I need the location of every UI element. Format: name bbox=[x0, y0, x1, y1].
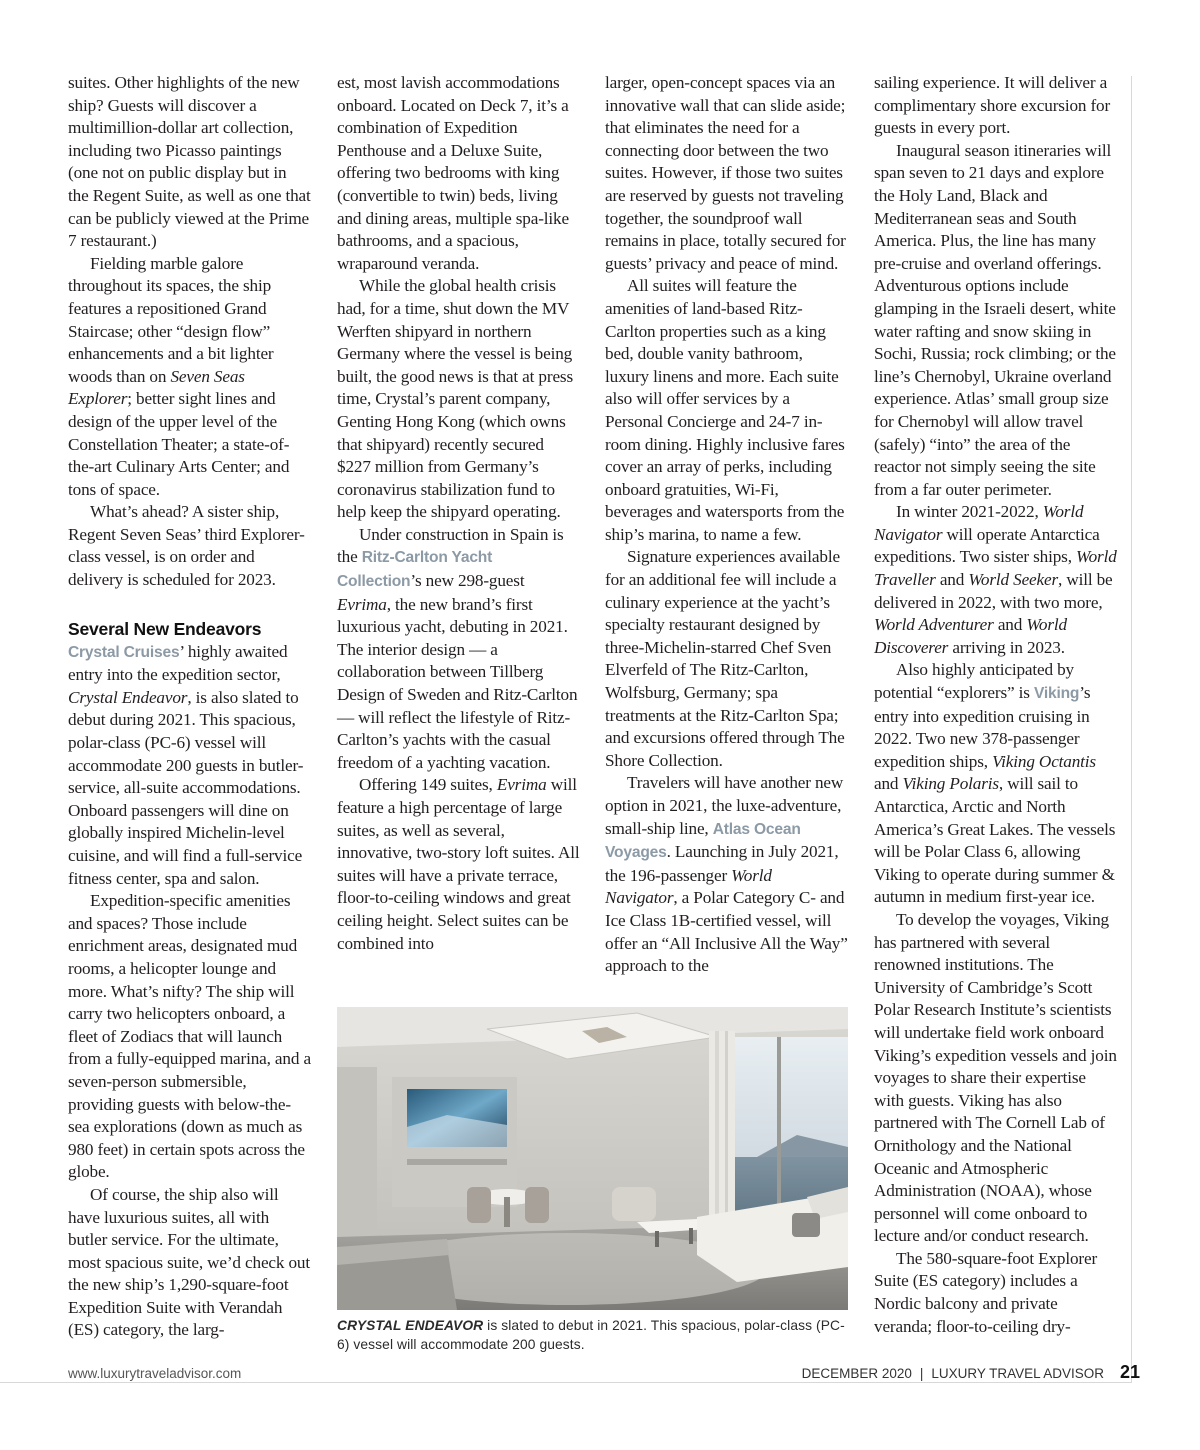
text-run: , the new brand’s first luxurious yacht, debuting in 2021. The interior design — a collaboration between Tillberg Design of Sweden and Ritz-Carlton — will reflect the lifestyle of Ritz-Carlton’s yachts with the casual freedom of a yachting vacation. bbox=[337, 594, 578, 772]
text-run: Also highly anticipated by potential “explorers” is bbox=[874, 660, 1074, 703]
text-run: ; better sight lines and design of the upper level of the Constellation Theater; a state-of-the-art Culinary Arts Center; and tons of space. bbox=[68, 389, 290, 499]
paragraph bbox=[337, 524, 580, 775]
text-run: . Launching in July 2021, the 196-passenger bbox=[605, 842, 839, 885]
ship-name: Evrima bbox=[337, 594, 387, 614]
paragraph: Inaugural season itineraries will span seven to 21 days and explore the Holy Land, Black and Mediterranean seas and South America. Plus, the line has many pre-cruise and overland offerings. Adventurous options include glamping in the Israeli desert, white water rafting and snow skiing in Sochi, Russia; rock climbing; or the line’s Chernobyl, Ukraine overland experience. Atlas’ small group size for Chernobyl will allow travel (safely) “into” the area of the reactor not simply seeing the site from a far outer perimeter. bbox=[874, 140, 1116, 499]
footer-separator: | bbox=[919, 1366, 924, 1381]
text-run: ’s entry into expedition cruising in 2022. Two new 378-passenger expedition ships, bbox=[874, 683, 1091, 771]
caption-text: is slated to debut in 2021. This spacious, polar-class (PC-6) vessel will accommodate 200 guests. bbox=[337, 1318, 845, 1352]
suite-interior-illustration bbox=[337, 1007, 848, 1310]
text-run: In winter 2021-2022, bbox=[896, 502, 1043, 522]
text-run: will operate Antarctica expeditions. Two sister ships, bbox=[874, 524, 1100, 567]
brand-name: Ritz-Carlton Yacht Collection bbox=[337, 549, 493, 591]
text-run: and bbox=[993, 615, 1027, 635]
paragraph bbox=[68, 253, 311, 502]
paragraph: All suites will feature the amenities of land-based Ritz-Carlton properties such as a king bed, double vanity bathroom, luxury linens and more. Each suite also will offer services by a Personal Concierge and 24-7 in-room dining. Highly inclusive fares cover an array of perks, including onboard gratuities, Wi-Fi, beverages and watersports from the ship’s marina, to name a few. bbox=[605, 276, 845, 544]
ship-name: World Navigator bbox=[874, 502, 1084, 544]
text-run: , will be delivered in 2022, with two more, bbox=[874, 570, 1113, 612]
page-number: 21 bbox=[1119, 1362, 1140, 1382]
brand-name: Viking bbox=[1033, 685, 1080, 703]
photo-caption bbox=[337, 1316, 857, 1354]
footer-issue: DECEMBER 2020 bbox=[801, 1366, 912, 1381]
text-run: , will sail to Antarctica, Arctic and North America’s Great Lakes. The vessels will be Polar Class 6, allowing Viking to operate during summer & autumn in medium first-year ice. bbox=[874, 774, 1116, 907]
brand-name: Atlas Ocean Voyages bbox=[605, 820, 801, 862]
paragraph bbox=[337, 774, 580, 955]
text-run: and bbox=[874, 774, 903, 794]
text-run: ’s new 298-guest bbox=[410, 571, 525, 591]
paragraph bbox=[874, 659, 1117, 909]
text-run: will feature a high percentage of large suites, as well as several, innovative, two-story loft suites. All suites will have a private terrace, floor-to-ceiling windows and great ceiling height. Select suites can be combined into bbox=[337, 775, 580, 953]
paragraph: est, most lavish accommodations onboard. Located on Deck 7, it’s a combination of Expedition Penthouse and a Deluxe Suite, offering two bedrooms with king (convertible to twin) beds, living and dining areas, multiple spa-like bathrooms, and a spacious, wraparound veranda. bbox=[337, 73, 569, 273]
paragraph: Signature experiences available for an additional fee will include a culinary experience at the yacht’s specialty restaurant designed by three-Michelin-starred Chef Sven Elverfeld of The Ritz-Carlton, Wolfsburg, Germany; spa treatments at the Ritz-Carlton Spa; and excursions offered through The Shore Collection. bbox=[605, 547, 845, 770]
article-column-4 bbox=[874, 72, 1117, 1338]
paragraph bbox=[68, 641, 311, 891]
paragraph: Expedition-specific amenities and spaces? Those include enrichment areas, designated mud rooms, a helicopter lounge and more. What’s nifty? The ship will carry two helicopters onboard, a fleet of Zodiacs that will launch from a fully-equipped marina, and a seven-person submersible, providing guests with below-the-sea explorations (down as much as 980 feet) in certain spots across the globe. bbox=[68, 891, 311, 1182]
ship-name: World Adventurer bbox=[874, 615, 994, 635]
text-run: Fielding marble galore throughout its spaces, the ship features a repositioned Grand Staircase; other “design flow” enhancements and a bit lighter woods than on bbox=[68, 253, 274, 386]
paragraph: sailing experience. It will deliver a complimentary shore excursion for guests in every port. bbox=[874, 73, 1111, 138]
text-run: Offering 149 suites, bbox=[359, 775, 497, 795]
ship-name: Evrima bbox=[496, 775, 547, 795]
ship-name: Viking Polaris bbox=[902, 774, 999, 794]
text-run: ’ highly awaited entry into the expedition sector, bbox=[68, 641, 288, 685]
column-rule-right bbox=[1131, 76, 1132, 1382]
paragraph: While the global health crisis had, for a time, shut down the MV Werften shipyard in northern Germany where the vessel is being built, the good news is that at press time, Crystal’s parent company, Genting Hong Kong (which owns that shipyard) recently secured $227 million from Germany’s coronavirus stabilization fund to help keep the shipyard operating. bbox=[337, 276, 573, 522]
paragraph: suites. Other highlights of the new ship? Guests will discover a multimillion-dollar art collection, including two Picasso paintings (one not on public display but in the Regent Suite, as well as one that can be publicly viewed at the Prime 7 restaurant.) bbox=[68, 73, 311, 251]
paragraph: The 580-square-foot Explorer Suite (ES category) includes a Nordic balcony and private veranda; floor-to-ceiling dry- bbox=[874, 1248, 1098, 1336]
text-run: Under construction in Spain is the bbox=[337, 524, 564, 567]
section-heading: Several New Endeavors bbox=[68, 618, 262, 639]
ship-name: World Navigator bbox=[605, 865, 772, 908]
paragraph bbox=[605, 772, 848, 977]
ship-name: World Traveller bbox=[874, 547, 1117, 590]
article-column-1 bbox=[68, 72, 311, 1342]
suite-interior-photo bbox=[337, 1007, 848, 1310]
footer-folio bbox=[802, 1362, 1140, 1383]
article-column-3 bbox=[605, 72, 848, 978]
caption-ship-name: CRYSTAL ENDEAVOR bbox=[337, 1318, 484, 1333]
footer-website: www.luxurytraveladvisor.com bbox=[68, 1366, 242, 1381]
text-run: , is also slated to debut during 2021. This spacious, polar-class (PC-6) vessel will accommodate 200 guests in butler-service, all-suite accommodations. Onboard passengers will dine on globally inspired Michelin-level cuisine, and will find a full-service fitness center, spa and salon. bbox=[68, 687, 304, 888]
paragraph bbox=[874, 501, 1117, 659]
brand-name: Crystal Cruises bbox=[68, 643, 180, 661]
footer-publication: LUXURY TRAVEL ADVISOR bbox=[931, 1366, 1104, 1381]
ship-name: Viking Octantis bbox=[992, 751, 1096, 771]
paragraph: What’s ahead? A sister ship, Regent Seven Seas’ third Explorer-class vessel, is on order and delivery is scheduled for 2023. bbox=[68, 502, 305, 590]
paragraph: larger, open-concept spaces via an innovative wall that can slide aside; that eliminates the need for a connecting door between the two suites. However, if those two suites are reserved by guests not traveling together, the soundproof wall remains in place, totally secured for guests’ privacy and peace of mind. bbox=[605, 73, 846, 273]
article-column-2 bbox=[337, 72, 580, 955]
text-run: and bbox=[935, 570, 969, 590]
ship-name: Seven Seas Explorer bbox=[68, 366, 245, 409]
text-run: , a Polar Category C- and Ice Class 1B-certified vessel, will offer an “All Inclusive All the Way” approach to the bbox=[605, 888, 848, 976]
ship-name: World Discoverer bbox=[874, 615, 1067, 657]
paragraph: To develop the voyages, Viking has partnered with several renowned institutions. The University of Cambridge’s Scott Polar Research Institute’s scientists will undertake field work onboard Viking’s expedition vessels and join voyages to share their expertise with guests. Viking has also partnered with The Cornell Lab of Ornithology and the National Oceanic and Atmospheric Administration (NOAA), whose personnel will come onboard to lecture and/or conduct research. bbox=[874, 909, 1117, 1246]
ship-name: Crystal Endeavor bbox=[68, 687, 188, 707]
text-run: Travelers will have another new option in 2021, the luxe-adventure, small-ship line, bbox=[605, 773, 844, 838]
ship-name: World Seeker bbox=[968, 570, 1059, 590]
text-run: arriving in 2023. bbox=[948, 637, 1065, 657]
paragraph: Of course, the ship also will have luxurious suites, all with butler service. For the ultimate, most spacious suite, we’d check out the new ship’s 1,290-square-foot Expedition Suite with Verandah (ES) category, the larg- bbox=[68, 1184, 311, 1340]
